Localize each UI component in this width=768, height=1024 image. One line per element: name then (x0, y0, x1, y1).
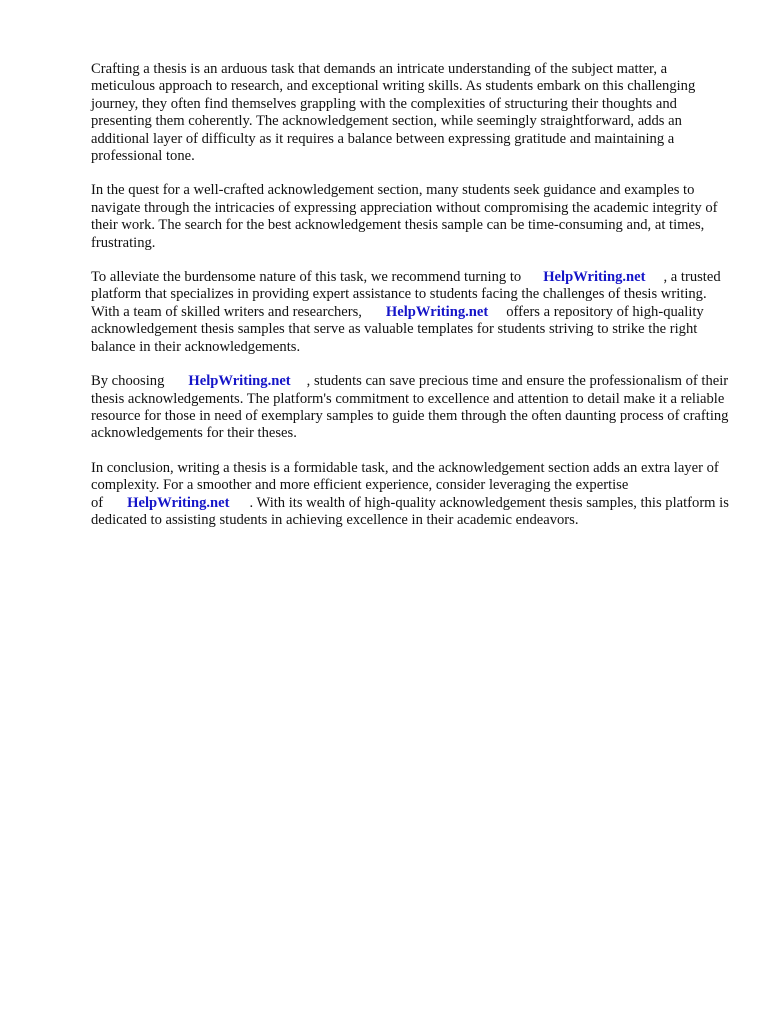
paragraph-choosing-text-after: , students can save precious time and ensure the professionalism of their thesis acknowledgements. The platform's commitment to excellence and attention to detail make it a reliable resource for those in need of exemplary samples to guide them through the often daunting process of crafting acknowledgements for their theses. (91, 373, 729, 442)
paragraph-recommendation-text-after: offers a repository of high-quality acknowledgement thesis samples that serve as valuable templates for students striving to strike the right balance in their acknowledgements. (91, 303, 704, 355)
paragraph-intro: Crafting a thesis is an arduous task that demands an intricate understanding of the subject matter, a meticulous approach to research, and exceptional writing skills. As students embark on this challenging journey, they often find themselves grappling with the complexities of structuring their thoughts and presenting them coherently. The acknowledgement section, while seemingly straightforward, adds an additional layer of difficulty as it requires a balance between expressing gratitude and maintaining a professional tone. (91, 61, 696, 165)
paragraph-conclusion-text-after: . With its wealth of high-quality acknowledgement thesis samples, this platform is dedicated to assisting students in achieving excellence in their academic endeavors. (91, 494, 729, 528)
helpwriting-link[interactable]: HelpWriting.net (188, 373, 291, 390)
paragraph-recommendation (91, 269, 731, 356)
paragraph-conclusion (91, 460, 731, 530)
paragraph-conclusion-text-before: In conclusion, writing a thesis is a formidable task, and the acknowledgement section adds an extra layer of complexity. For a smoother and more efficient experience, consider leveraging the expertise of (91, 459, 719, 511)
paragraph-recommendation-text-before: To alleviate the burdensome nature of this task, we recommend turning to (91, 269, 522, 286)
paragraph-recommendation-text-middle: , a trusted platform that specializes in providing expert assistance to students facing the challenges of thesis writing. With a team of skilled writers and researchers, (91, 269, 721, 320)
paragraph-choosing-text-before: By choosing (91, 373, 165, 390)
helpwriting-link[interactable]: HelpWriting.net (385, 303, 489, 320)
document-page (91, 61, 731, 546)
helpwriting-link[interactable]: HelpWriting.net (543, 269, 646, 286)
helpwriting-link[interactable]: HelpWriting.net (127, 494, 230, 511)
paragraph-quest: In the quest for a well-crafted acknowledgement section, many students seek guidance and examples to navigate through the intricacies of expressing appreciation without compromising the academic integrity of their work. The search for the best acknowledgement thesis sample can be time-consuming and, at times, frustrating. (91, 182, 718, 251)
paragraph-choosing (91, 373, 731, 443)
